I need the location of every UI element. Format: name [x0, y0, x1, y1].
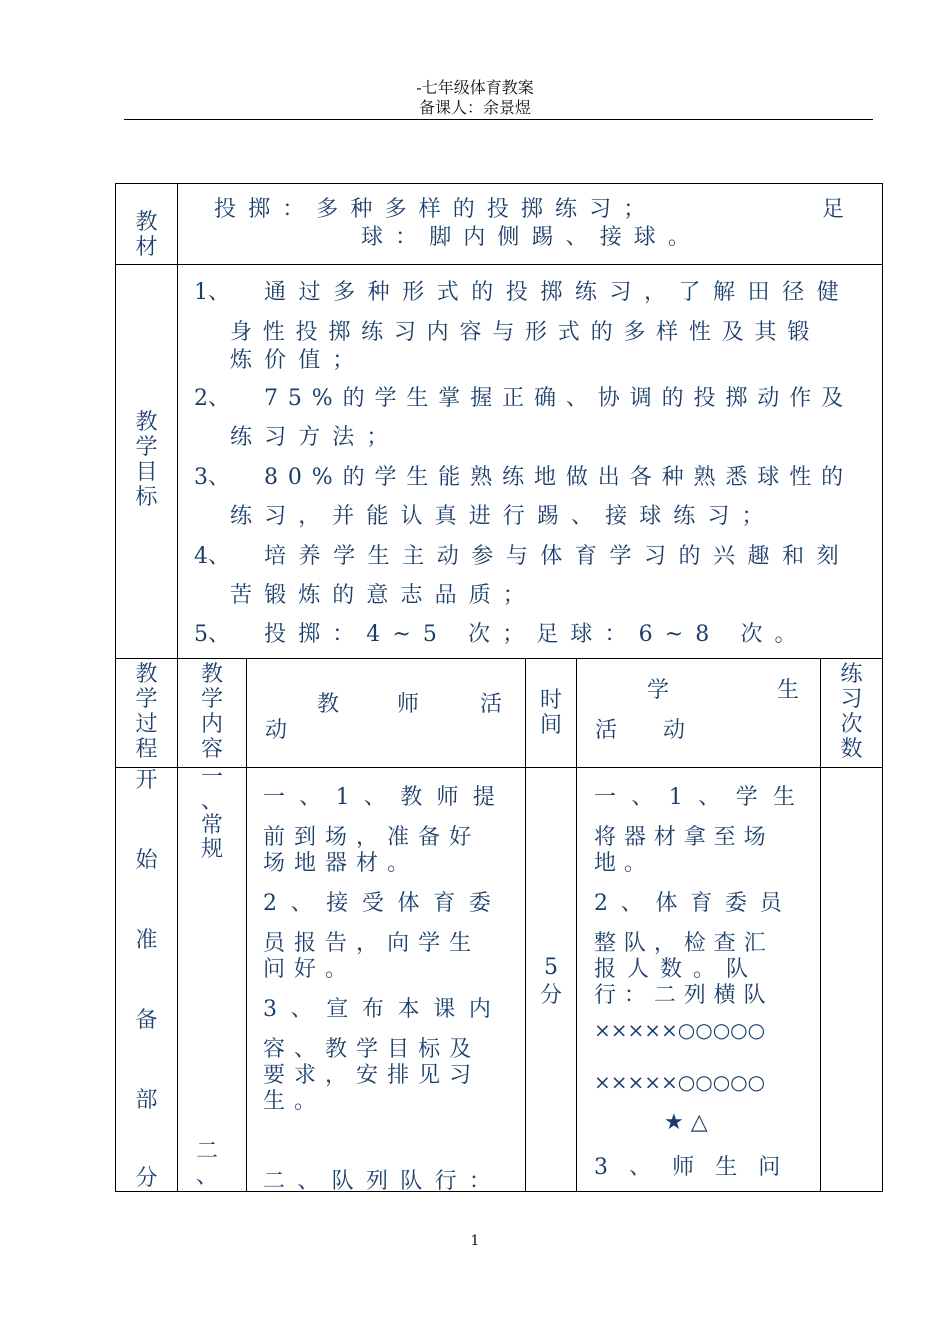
- goal-item-1: 1、 通过多种形式的投掷练习，了解田径健: [194, 280, 852, 305]
- goal-item-2: 2、 75%的学生掌握正确、协调的投掷动作及: [194, 386, 853, 411]
- teacher-activity-text: 一、1、教师提 前到场，准备好 场地器材。 2、接受体育委 员报告，向学生 问好。 3、宣布本课内 容、教学目标及 要求，安排见习 生。 二、队列队行：: [263, 785, 510, 1192]
- goal-item-4: 4、 培养学生主动参与体育学习的兴趣和刻: [194, 544, 852, 569]
- page-number: 1: [470, 1233, 480, 1249]
- label-teaching-goals: 教 学 目 标: [135, 410, 158, 510]
- header-teacher-activity: 教 师 活 动: [265, 692, 503, 743]
- material-line-1: 投掷：多种多样的投掷练习；: [214, 197, 658, 222]
- header-practice-count: 练 习 次 数: [840, 662, 863, 762]
- content-routine: 一 、 常 规: [200, 765, 223, 862]
- material-line-1-right: 足: [822, 197, 845, 222]
- student-activity-text: 一、1、学生 将器材拿至场 地。 2、体育委员 整队，检查汇 报人数。队 行：二列横队 ×××××○○○○○ ×××××○○○○○ ★ △ 3 、 师 生 问: [594, 785, 811, 1180]
- label-teaching-material: 教 材: [135, 210, 158, 260]
- formation-teacher-marks: ★ △: [664, 1110, 708, 1135]
- time-value: 5 分: [539, 955, 562, 1008]
- header-time: 时 间: [539, 688, 562, 738]
- content-second: 二 、: [195, 1139, 218, 1189]
- material-line-2: 球：脚内侧踢、接球。: [361, 225, 703, 250]
- document-author: 备课人：余景煜: [418, 98, 531, 117]
- header-teaching-content: 教 学 内 容: [200, 662, 223, 762]
- goal-item-5: 5、 投掷：4~5 次；足球：6~8 次。: [194, 622, 809, 647]
- formation-row-2: ×××××○○○○○: [594, 1070, 766, 1094]
- header-student-activity: 学 生 活 动: [595, 678, 800, 743]
- header-teaching-process: 教 学 过 程: [135, 662, 158, 762]
- document-title: -七年级体育教案: [416, 78, 534, 97]
- formation-row-1: ×××××○○○○○: [594, 1018, 766, 1042]
- goal-item-3: 3、 80%的学生能熟练地做出各种熟悉球性的: [194, 465, 853, 490]
